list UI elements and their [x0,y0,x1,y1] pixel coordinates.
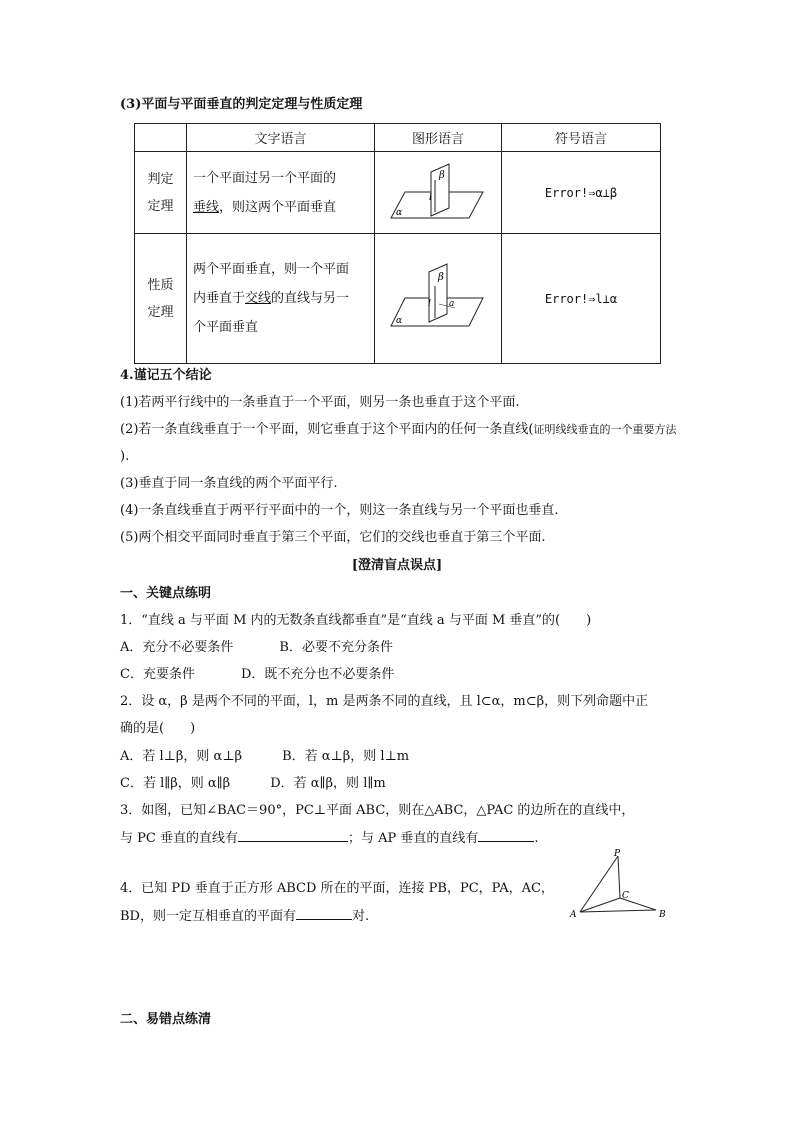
q4-text-a: BD，则一定互相垂直的平面有 [120,909,296,924]
q1-option-b: B．必要不充分条件 [279,640,393,655]
q3-text-c: . [534,831,539,846]
row-label-criterion [135,152,187,234]
header-figure-language: 图形语言 [375,124,502,152]
property-text-a: 两个平面垂直，则一个平面内垂直于 [193,262,350,306]
property-symbol: Error!⇒l⊥α [502,234,661,364]
q2-options-row2 [120,775,386,793]
q3-text-a: 与 PC 垂直的直线有 [120,831,238,846]
fig-label-a: A [570,910,577,920]
q2-stem-line1: 2．设 α，β 是两个不同的平面，l，m 是两条不同的直线，且 l⊂α，m⊂β，则下列命题中正 [120,694,649,709]
row-label-line: 定理 [147,304,174,320]
fig-label-beta: β [438,271,444,283]
conclusion-1: (1)若两平行线中的一条垂直于一个平面，则另一条也垂直于这个平面. [120,395,520,410]
q2-option-d: D．若 α∥β，则 l∥m [270,776,386,791]
row-label-line: 性质 [147,277,174,293]
conclusion-3: (3)垂直于同一条直线的两个平面平行. [120,476,338,491]
table-header-row [135,124,661,152]
property-underlined-term: 交线 [245,291,272,306]
q3-answer-blank-1[interactable] [238,829,348,842]
conclusion-4: (4)一条直线垂直于两平行平面中的一个，则这一条直线与另一个平面也垂直. [120,503,559,518]
criterion-symbol: Error!⇒α⊥β [502,152,661,234]
section3-title: (3)平面与平面垂直的判定定理与性质定理 [120,97,363,112]
conclusion-5: (5)两个相交平面同时垂直于第三个平面，它们的交线也垂直于第三个平面. [120,530,546,545]
property-text-wrap [193,255,361,342]
q1-options-row2 [120,666,394,684]
row-label-property [135,234,187,364]
table-row-criterion [135,152,661,234]
row-label-line: 定理 [147,198,174,214]
q3-text-b: ；与 AP 垂直的直线有 [347,831,479,846]
q3-line1: 3．如图，已知∠BAC＝90°，PC⊥平面 ABC，则在△ABC，△PAC 的边所在的直线中， [120,803,635,818]
q1-option-c: C．充要条件 [120,667,195,682]
q3-triangle-figure [566,848,670,922]
part1-title: 一、关键点练明 [120,586,212,601]
q4-answer-blank[interactable] [296,907,352,920]
q2-stem-line2: 确的是( ) [120,721,196,736]
property-text-c: 的直线与另一个平面垂直 [193,291,350,335]
table-row-property [135,234,661,364]
part2-title: 二、易错点练清 [120,1012,212,1027]
fig-label-a: a [449,298,455,309]
row-label-line: 判定 [147,171,174,187]
q4-line2 [120,907,369,926]
fig-label-b: B [659,910,666,920]
header-text-language: 文字语言 [187,124,375,152]
fig-label-beta: β [439,169,445,181]
fig-label-alpha: α [396,315,403,326]
criterion-text-a: 一个平面过另一个平面的 [193,170,337,186]
perpendicular-planes-figure [383,156,493,226]
q2-option-b: B．若 α⊥β，则 l⊥m [282,749,410,764]
fig-label-p: P [614,849,621,859]
q3-answer-blank-2[interactable] [478,829,534,842]
q1-option-a: A．充分不必要条件 [120,640,234,655]
criterion-underlined-term: 垂线 [193,199,220,215]
conclusion-2-text: (2)若一条直线垂直于一个平面，则它垂直于这个平面内的任何一条直线( [120,422,534,437]
conclusion-2-note: 证明线线垂直的一个重要方法 [533,423,677,436]
criterion-text [187,152,375,234]
property-text [187,234,375,364]
section4-title: 4.谨记五个结论 [120,368,212,383]
theorem-table [134,123,661,364]
conclusion-2-end: ). [120,449,130,464]
header-empty [135,124,187,152]
property-figure [375,234,502,364]
fig-label-l: l [429,192,432,203]
q2-options-row1 [120,748,409,766]
criterion-text-c: ，则这两个平面垂直 [219,199,337,215]
clarify-title: [澄清盲点误点] [351,558,443,573]
fig-label-l: l [428,298,431,309]
criterion-figure [375,152,502,234]
header-symbol-language: 符号语言 [502,124,661,152]
q4-text-b: 对. [351,909,370,924]
conclusion-2 [120,421,677,439]
q1-options-row1 [120,639,393,657]
q2-option-c: C．若 l∥β，则 α∥β [120,776,231,791]
q3-line2 [120,829,539,848]
fig-label-c: C [622,891,629,901]
perpendicular-planes-property-figure [383,252,493,342]
q1-option-d: D．既不充分也不必要条件 [240,667,395,682]
q2-option-a: A．若 l⊥β，则 α⊥β [120,749,243,764]
q1-stem: 1．“直线 a 与平面 M 内的无数条直线都垂直”是“直线 a 与平面 M 垂直”的( ) [120,613,592,628]
q4-line1: 4．已知 PD 垂直于正方形 ABCD 所在的平面，连接 PB，PC，PA，AC， [120,881,554,896]
fig-label-alpha: α [396,207,403,218]
